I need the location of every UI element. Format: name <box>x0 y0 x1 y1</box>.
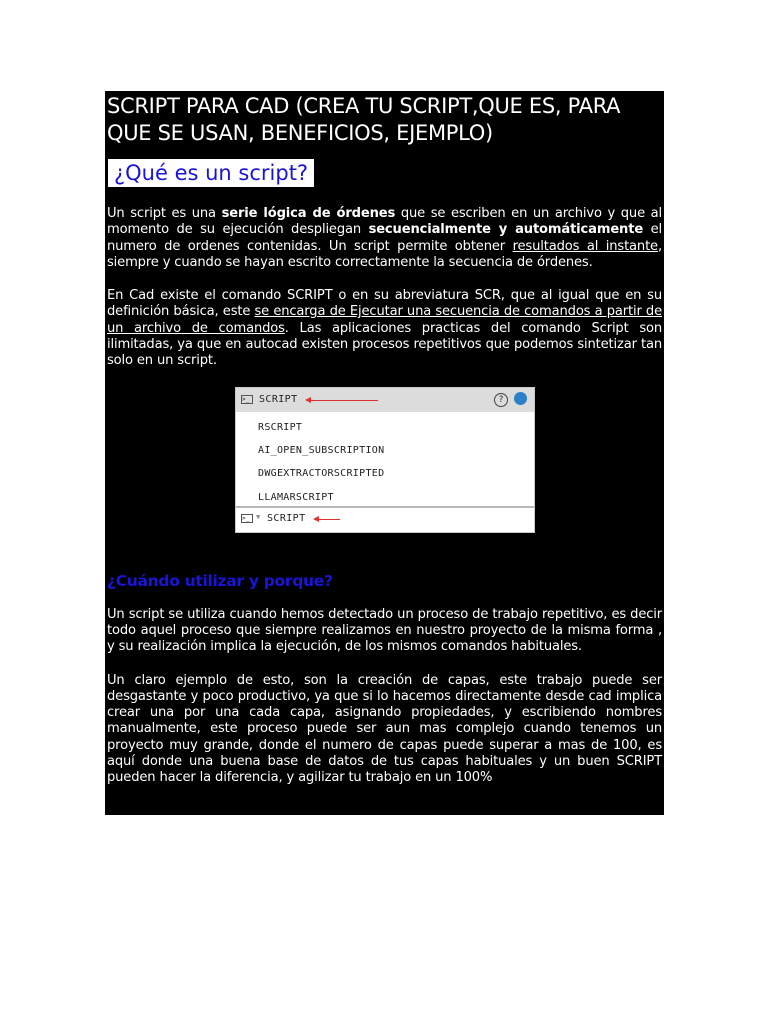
paragraph-definition: Un script es una serie lógica de órdenes que se escriben en un archivo y que al momento de su ejecución despliegan secuencialmente y automáticamente el numero de ordenes contenidas. Un script permite obtener resultados al instante, siempre y cuando se hayan escrito correctamente la secuencia de órdenes. <box>107 206 663 270</box>
suggestion-list <box>258 422 384 515</box>
command-line-icon: >_ <box>241 514 253 523</box>
paragraph-example: Un claro ejemplo de esto, son la creación de capas, este trabajo puede ser desgastante y poco productivo, ya que si lo hacemos directamente desde cad implica crear una por una cada capa, asignando propiedades, y escribiendo nombres manualmente, este proceso puede ser aun mas complejo cuando tenemos un proyecto muy grande, donde el numero de capas puede superar a mas de 100, es aquí donde una buena base de datos de tus capas habituales y un buen SCRIPT pueden hacer la diferencia, y agilizar tu trabajo en un 100% <box>107 672 662 786</box>
section-heading-when-to-use: ¿Cuándo utilizar y porque? <box>107 571 333 590</box>
paragraph-when-to-use: Un script se utiliza cuando hemos detectado un proceso de trabajo repetitivo, es decir todo aquel proceso que siempre realizamos en nuestro proyecto de la misma forma , y su realización implica la ejecución, de los mismos comandos habituales. <box>107 606 662 655</box>
globe-search-icon <box>514 392 527 405</box>
underlined-phrase: resultados al instante <box>512 238 658 254</box>
top-command-text: SCRIPT <box>259 393 298 405</box>
red-arrow-icon <box>310 400 378 401</box>
dropdown-arrow-icon: ▼ <box>256 512 261 521</box>
command-input-bar <box>236 506 534 532</box>
suggestion-item: RSCRIPT <box>258 421 303 433</box>
help-icon: ? <box>494 393 508 407</box>
bold-phrase: secuencialmente y automáticamente <box>368 222 644 238</box>
autocad-command-screenshot <box>235 387 535 533</box>
suggestion-item: LLAMARSCRIPT <box>258 491 334 503</box>
suggestion-item: AI_OPEN_SUBSCRIPTION <box>258 444 385 456</box>
underlined-phrase: se encarga de Ejecutar una secuencia de comandos a partir de un archivo de comandos <box>107 304 662 336</box>
document-title: SCRIPT PARA CAD (CREA TU SCRIPT,QUE ES, PARA QUE SE USAN, BENEFICIOS, EJEMPLO) <box>107 94 621 145</box>
bold-phrase: serie lógica de órdenes <box>221 206 396 221</box>
command-suggestion-header <box>236 388 534 412</box>
section-heading-what-is-script: ¿Qué es un script? <box>108 159 314 187</box>
command-input-value: SCRIPT <box>267 512 306 524</box>
command-line-icon: >_ <box>241 395 253 404</box>
paragraph-cad-command: En Cad existe el comando SCRIPT o en su abreviatura SCR, que al igual que en su definición básica, este se encarga de Ejecutar una secuencia de comandos a partir de un archivo de comandos. Las aplicaciones practicas del comando Script son ilimitadas, ya que en autocad existen procesos repetitivos que podemos sintetizar tan solo en un script. <box>107 288 662 369</box>
red-arrow-icon <box>318 519 340 520</box>
document-page <box>105 91 664 815</box>
suggestion-item: DWGEXTRACTORSCRIPTED <box>258 468 385 480</box>
